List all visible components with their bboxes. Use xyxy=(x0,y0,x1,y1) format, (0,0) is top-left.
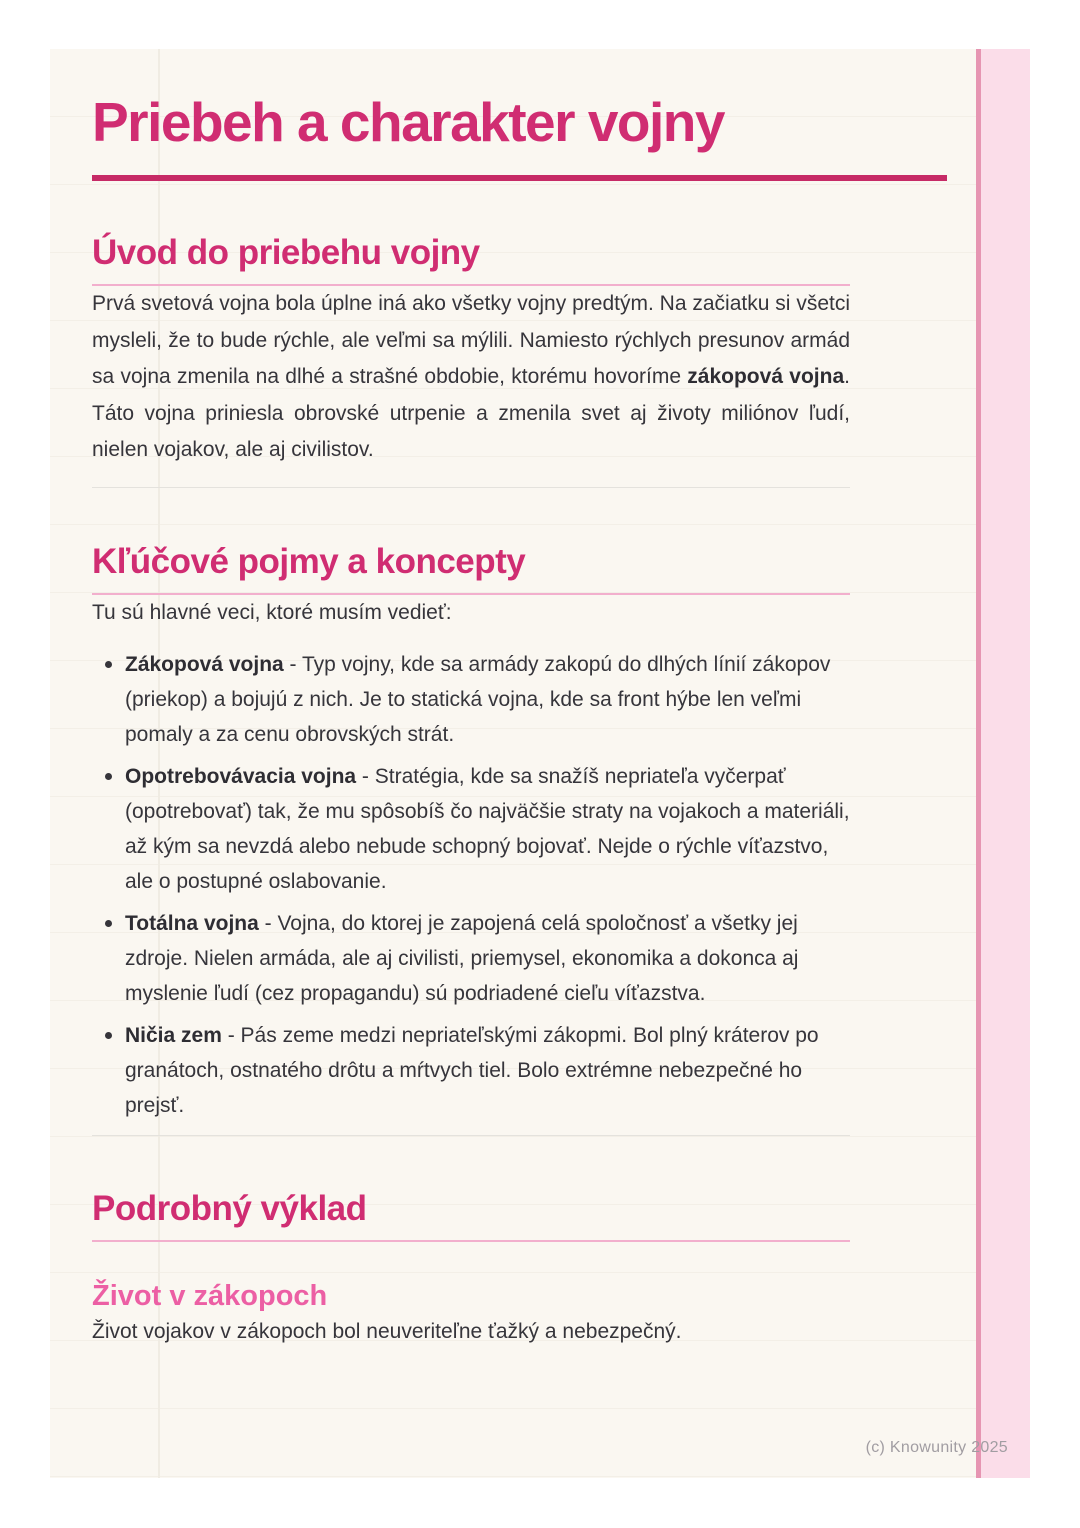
page-right-accent-stripe xyxy=(976,49,1030,1478)
concept-desc: - Vojna, do ktorej je zapojená celá spoločnosť a všetky jej zdroje. Nielen armáda, ale aj civilisti, priemysel, ekonomika a dokonca aj myslenie ľudí (cez propagandu) sú podriadené cieľu víťazstva. xyxy=(125,912,799,1005)
concepts-list xyxy=(92,647,850,1123)
intro-bold-term: zákopová vojna xyxy=(687,365,845,388)
intro-text-after: . Táto vojna priniesla obrovské utrpenie a zmenila svet aj životy miliónov ľudí, nielen vojakov, ale aj civilistov. xyxy=(92,365,850,461)
list-item xyxy=(92,906,850,1011)
section-divider xyxy=(92,487,850,488)
list-item xyxy=(92,759,850,899)
page-title: Priebeh a charakter vojny xyxy=(92,91,724,153)
section-heading-detail: Podrobný výklad xyxy=(92,1189,367,1228)
subsection-heading-trenches: Život v zákopoch xyxy=(92,1280,328,1312)
bullet-dot-icon xyxy=(105,920,112,927)
intro-paragraph xyxy=(92,286,850,469)
notes-page xyxy=(50,49,1030,1478)
bullet-dot-icon xyxy=(105,773,112,780)
concept-desc: - Pás zeme medzi nepriateľskými zákopmi. Bol plný kráterov po granátoch, ostnatého drôtu a mŕtvych tiel. Bolo extrémne nebezpečné ho prejsť. xyxy=(125,1024,819,1117)
concept-desc: - Typ vojny, kde sa armády zakopú do dlhých línií zákopov (priekop) a bojujú z nich. Je to statická vojna, kde sa front hýbe len veľmi pomaly a za cenu obrovských strát. xyxy=(125,653,831,746)
page-content xyxy=(92,49,850,1351)
list-item xyxy=(92,1018,850,1123)
detail-paragraph: Život vojakov v zákopoch bol neuveriteľne ťažký a nebezpečný. xyxy=(92,1320,682,1343)
section-underline xyxy=(92,1240,850,1242)
concept-term: Ničia zem xyxy=(125,1024,222,1047)
concept-term: Opotrebovávacia vojna xyxy=(125,765,357,788)
copyright-watermark: (c) Knowunity 2025 xyxy=(865,1439,1008,1456)
title-rule xyxy=(92,175,947,181)
list-item xyxy=(92,647,850,752)
bullet-dot-icon xyxy=(105,661,112,668)
intro-text-before: Prvá svetová vojna bola úplne iná ako všetky vojny predtým. Na začiatku si všetci mysleli, že to bude rýchle, ale veľmi sa mýlili. Namiesto rýchlych presunov armád sa vojna zmenila na dlhé a strašné obdobie, ktorému hovoríme xyxy=(92,292,850,388)
concept-desc: - Stratégia, kde sa snažíš nepriateľa vyčerpať (opotrebovať) tak, že mu spôsobíš čo najväčšie straty na vojakoch a materiáli, až kým sa nevzdá alebo nebude schopný bojovať. Nejde o rýchle víťazstvo, ale o postupné oslabovanie. xyxy=(125,765,850,893)
section-heading-intro: Úvod do priebehu vojny xyxy=(92,233,480,272)
bullet-dot-icon xyxy=(105,1032,112,1039)
concept-term: Zákopová vojna xyxy=(125,653,284,676)
concepts-lead: Tu sú hlavné veci, ktoré musím vedieť: xyxy=(92,600,452,624)
concept-term: Totálna vojna xyxy=(125,912,259,935)
section-heading-concepts: Kľúčové pojmy a koncepty xyxy=(92,541,526,581)
section-divider xyxy=(92,1135,850,1136)
